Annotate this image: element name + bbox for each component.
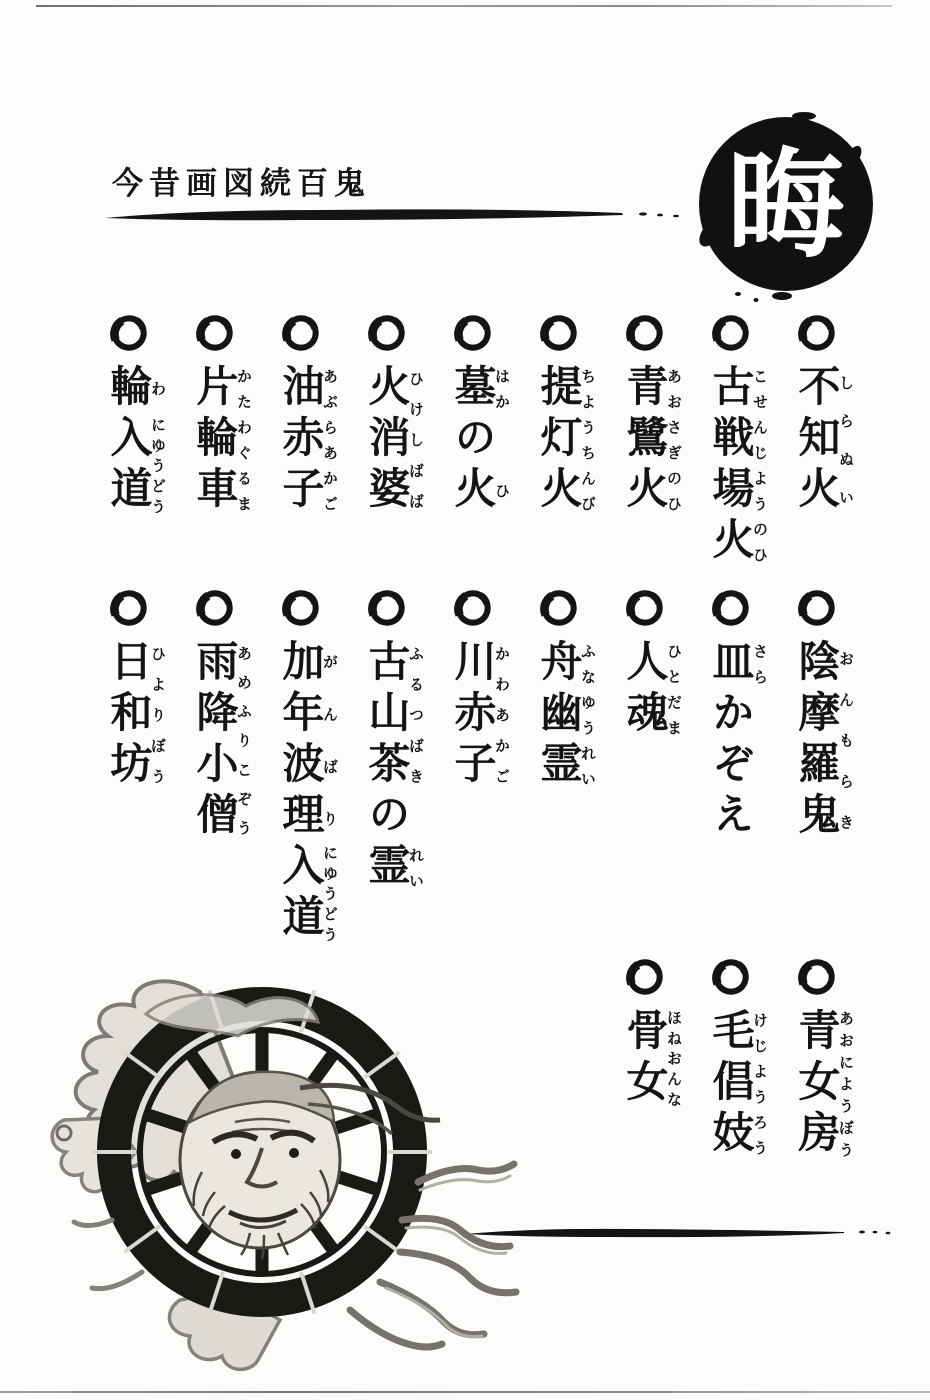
- furigana: がんばり: [321, 639, 339, 843]
- toc-entry: [510, 589, 596, 792]
- enso-circle-mark: [110, 589, 148, 627]
- furigana: はか: [493, 364, 511, 415]
- yokai-name: 日和坊ひよりぼう: [104, 639, 167, 792]
- yokai-name: 青女房あおにようぼう: [792, 1008, 855, 1161]
- toc-entry: [424, 314, 510, 517]
- yokai-name: 川赤子かわあかご: [448, 639, 511, 792]
- toc-entry: [682, 958, 768, 1161]
- toc-row-1: [80, 314, 854, 568]
- furigana: あおにようぼう: [837, 1008, 855, 1161]
- toc-entry: [768, 958, 854, 1161]
- wanyudo-illustration: [50, 970, 542, 1394]
- yokai-name: 骨女ほねおんな: [620, 1008, 683, 1110]
- enso-circle-mark: [282, 314, 320, 352]
- yokai-name: 油赤子あぶらあかご: [276, 364, 339, 517]
- furigana: わ: [149, 364, 167, 415]
- toc-entry: [682, 314, 768, 568]
- enso-circle-mark: [798, 314, 836, 352]
- page-top-edge-line: [36, 5, 892, 7]
- toc-entry: [252, 589, 338, 945]
- enso-circle-mark: [626, 314, 664, 352]
- yokai-name: 古戦場火こせんじようのひ: [706, 364, 769, 568]
- toc-entry: [768, 589, 854, 843]
- toc-entry: [252, 314, 338, 517]
- emblem-character: 晦: [726, 135, 846, 274]
- yokai-name: 加年波理がんばり入道にゆうどう: [276, 639, 339, 945]
- enso-circle-mark: [712, 314, 750, 352]
- enso-circle-mark: [454, 589, 492, 627]
- enso-circle-mark: [196, 589, 234, 627]
- yokai-name: 墓はかの火ひ: [448, 364, 511, 517]
- yokai-name: 皿さらかぞえ: [706, 639, 769, 843]
- enso-circle-mark: [626, 958, 664, 996]
- furigana: こせんじようのひ: [751, 364, 769, 568]
- furigana: けじようろう: [751, 1008, 769, 1161]
- furigana: ひけしばば: [407, 364, 425, 517]
- toc-entry: [80, 314, 166, 517]
- yokai-name: 人魂ひとだま: [620, 639, 683, 741]
- furigana: ひ: [493, 466, 511, 517]
- furigana: あぶらあかご: [321, 364, 339, 517]
- chapter-emblem: [686, 104, 890, 308]
- yokai-name: 毛倡妓けじようろう: [706, 1008, 769, 1161]
- furigana: ふなゆうれい: [579, 639, 597, 792]
- toc-entry: [424, 589, 510, 792]
- enso-circle-mark: [368, 314, 406, 352]
- yokai-name: 火消婆ひけしばば: [362, 364, 425, 517]
- enso-circle-mark: [454, 314, 492, 352]
- yokai-name: 舟幽霊ふなゆうれい: [534, 639, 597, 792]
- enso-circle-mark: [626, 589, 664, 627]
- yokai-name: 陰摩羅鬼おんもらき: [792, 639, 855, 843]
- furigana: さら: [751, 639, 769, 690]
- yokai-name: 雨降小僧あめふりこぞう: [190, 639, 253, 843]
- enso-circle-mark: [798, 958, 836, 996]
- enso-circle-mark: [196, 314, 234, 352]
- toc-entry: [768, 314, 854, 517]
- toc-row-2: [80, 589, 854, 945]
- toc-entry: [80, 589, 166, 792]
- title-brush-underline: [102, 202, 688, 230]
- furigana: ちようちんび: [579, 364, 597, 517]
- yokai-name: 青鷺火あおさぎのひ: [620, 364, 683, 517]
- furigana: おんもらき: [837, 639, 855, 843]
- furigana: あめふりこぞう: [235, 639, 253, 843]
- furigana: にゆうどう: [321, 843, 339, 945]
- toc-entry: [596, 314, 682, 517]
- furigana: ほねおんな: [665, 1008, 683, 1110]
- enso-circle-mark: [368, 589, 406, 627]
- enso-circle-mark: [282, 589, 320, 627]
- toc-entry: [338, 314, 424, 517]
- enso-circle-mark: [798, 589, 836, 627]
- toc-entry: [596, 589, 682, 741]
- furigana: ひよりぼう: [149, 639, 167, 792]
- toc-row-3: [596, 958, 854, 1161]
- series-title: 今昔画図続百鬼: [112, 166, 371, 202]
- furigana: にゆうどう: [149, 415, 167, 517]
- toc-entry: [682, 589, 768, 843]
- furigana: かわあかご: [493, 639, 511, 792]
- furigana: ひとだま: [665, 639, 683, 741]
- enso-circle-mark: [712, 589, 750, 627]
- toc-entry: [510, 314, 596, 517]
- toc-entry: [166, 589, 252, 843]
- yokai-name: 片輪車かたわぐるま: [190, 364, 253, 517]
- furigana: かたわぐるま: [235, 364, 253, 517]
- furigana: ふるつばき: [407, 639, 425, 792]
- yokai-name: 古山茶ふるつばきの霊れい: [362, 639, 425, 894]
- emblem-ink-circle: [686, 104, 890, 308]
- enso-circle-mark: [712, 958, 750, 996]
- enso-circle-mark: [540, 314, 578, 352]
- yokai-name: 提灯火ちようちんび: [534, 364, 597, 517]
- toc-entry: [338, 589, 424, 894]
- yokai-name: 輪わ入道にゆうどう: [104, 364, 167, 517]
- yokai-name: 不知火しらぬい: [792, 364, 855, 517]
- toc-entry: [596, 958, 682, 1110]
- furigana: しらぬい: [837, 364, 855, 517]
- enso-circle-mark: [540, 589, 578, 627]
- enso-circle-mark: [110, 314, 148, 352]
- furigana: あおさぎのひ: [665, 364, 683, 517]
- furigana: れい: [407, 843, 425, 894]
- toc-entry: [166, 314, 252, 517]
